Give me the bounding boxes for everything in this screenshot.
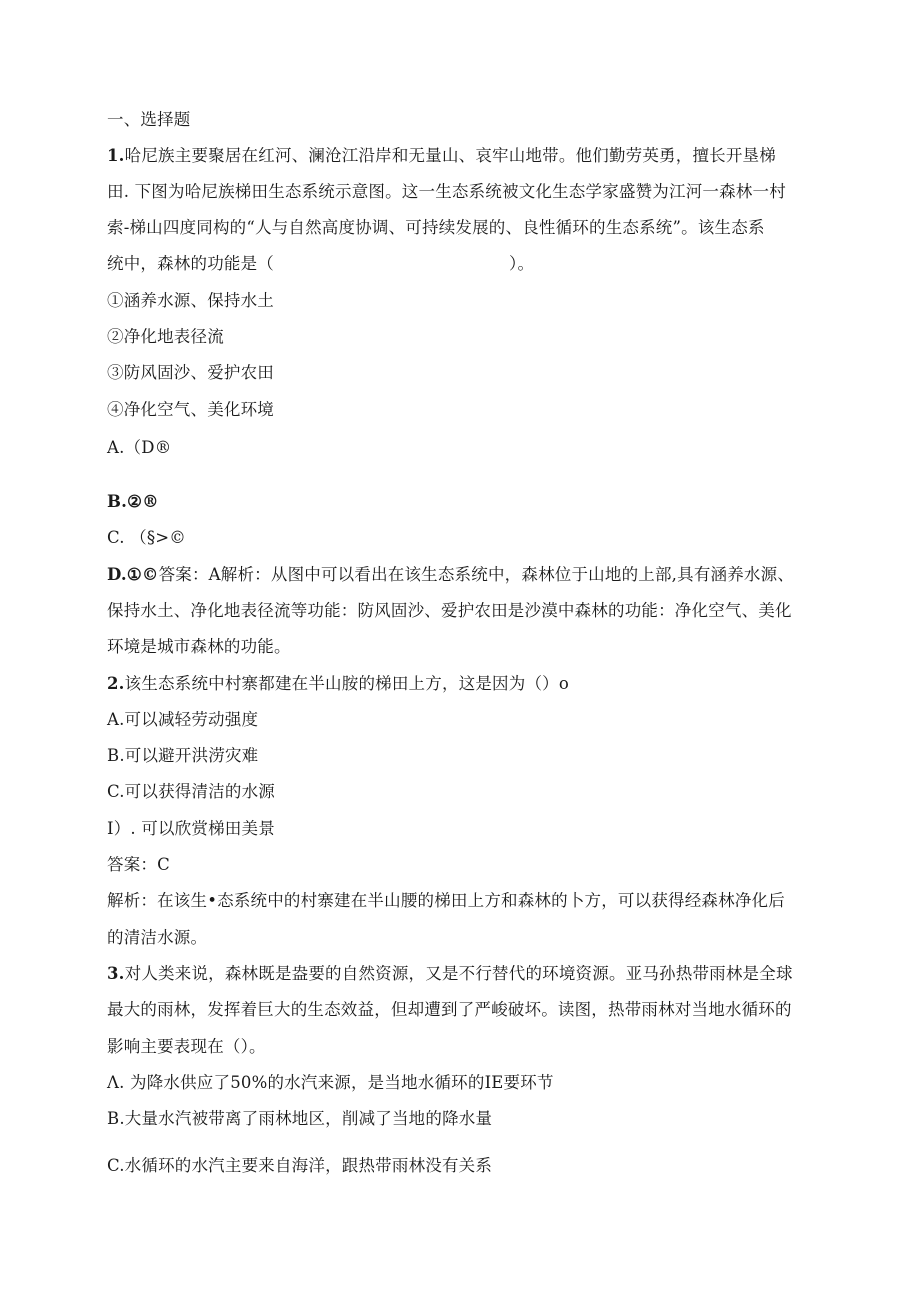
q1-item-2: ②净化地表径流	[107, 327, 224, 346]
q1-stem-line-4	[107, 252, 812, 276]
q2-analysis-line-2: 的清洁水源。	[107, 928, 208, 947]
q1-text-4a: 统中，森林的功能是（	[107, 254, 274, 273]
q3-option-c: C.水循环的水汽主要来自海洋，跟热带雨林没有关系	[107, 1156, 493, 1175]
q2-analysis-line-1: 解析：在该生•态系统中的村寨建在半山腰的梯田上方和森林的卜方，可以获得经森林净化后	[107, 891, 785, 910]
q2-option-d: I）. 可以欣赏梯田美景	[107, 819, 275, 838]
q1-stem-line-2: 田. 下图为哈尼族梯田生态系统示意图。这一生态系统被文化生态学家盛赞为江河一森林一村	[107, 182, 786, 201]
q3-stem-line-2: 最大的雨林，发挥着巨大的生态效益，但却遭到了严峻破坏。读图，热带雨林对当地水循环的	[107, 1000, 792, 1019]
q1-item-1: ①涵养水源、保持水土	[107, 291, 274, 310]
q3-text-1: 对人类来说，森林既是盎要的自然资源，又是不行替代的环境资源。亚马孙热带雨林是全球	[124, 964, 793, 983]
q1-item-4: ④净化空气、美化环境	[107, 400, 274, 419]
q1-option-d: D.①©	[107, 565, 159, 584]
q2-number: 2.	[107, 674, 125, 693]
q1-option-d-and-answer	[107, 563, 812, 587]
q1-text-4b: ）。	[509, 254, 535, 273]
q2-stem	[107, 672, 812, 696]
q3-stem-line-3: 影响主要表现在（）。	[107, 1037, 266, 1056]
q1-answer-text-1: 答案：A解析：从图中可以看出在该生态系统中，森林位于山地的上部,具有涵养水源、	[158, 565, 795, 584]
q2-stem-text: 该生态系统中村寨都建在半山胺的梯田上方，这是因为（）o	[124, 674, 569, 693]
q1-answer-line-2: 保持水土、净化地表径流等功能：防风固沙、爱护农田是沙漠中森林的功能：净化空气、美化	[107, 601, 792, 620]
q1-answer-line-3: 环境是城市森林的功能。	[107, 637, 291, 656]
q3-number: 3.	[107, 964, 125, 983]
section-title: 一、选择题	[107, 110, 191, 129]
q1-number: 1.	[107, 146, 125, 165]
q1-text-1: 哈尼族主要聚居在红河、澜沧江沿岸和无量山、哀牢山地带。他们勤劳英勇，擅长开垦梯	[124, 146, 776, 165]
q2-option-c: C.可以获得清洁的水源	[107, 782, 275, 801]
q2-option-b: B.可以避开洪涝灾难	[107, 746, 259, 765]
q1-option-b: B.②®	[107, 492, 159, 511]
q3-option-a: Λ. 为降水供应了50%的水汽来源，是当地水循环的IE要环节	[107, 1073, 554, 1092]
q1-stem-line-3: 索-梯山四度同构的“人与自然高度协调、可持续发展的、良性循环的生态系统”。该生态系	[107, 218, 765, 237]
q1-option-c: C. （§>©	[107, 528, 187, 547]
q1-item-3: ③防风固沙、爱护农田	[107, 363, 274, 382]
q2-answer: 答案：C	[107, 855, 170, 874]
q3-option-b: B.大量水汽被带离了雨林地区，削减了当地的降水量	[107, 1109, 493, 1128]
q1-stem-line-1	[107, 144, 812, 168]
q2-option-a: A.可以减轻劳动强度	[107, 710, 259, 729]
q3-stem-line-1	[107, 962, 812, 986]
q1-option-a: A.（D®	[107, 438, 172, 457]
